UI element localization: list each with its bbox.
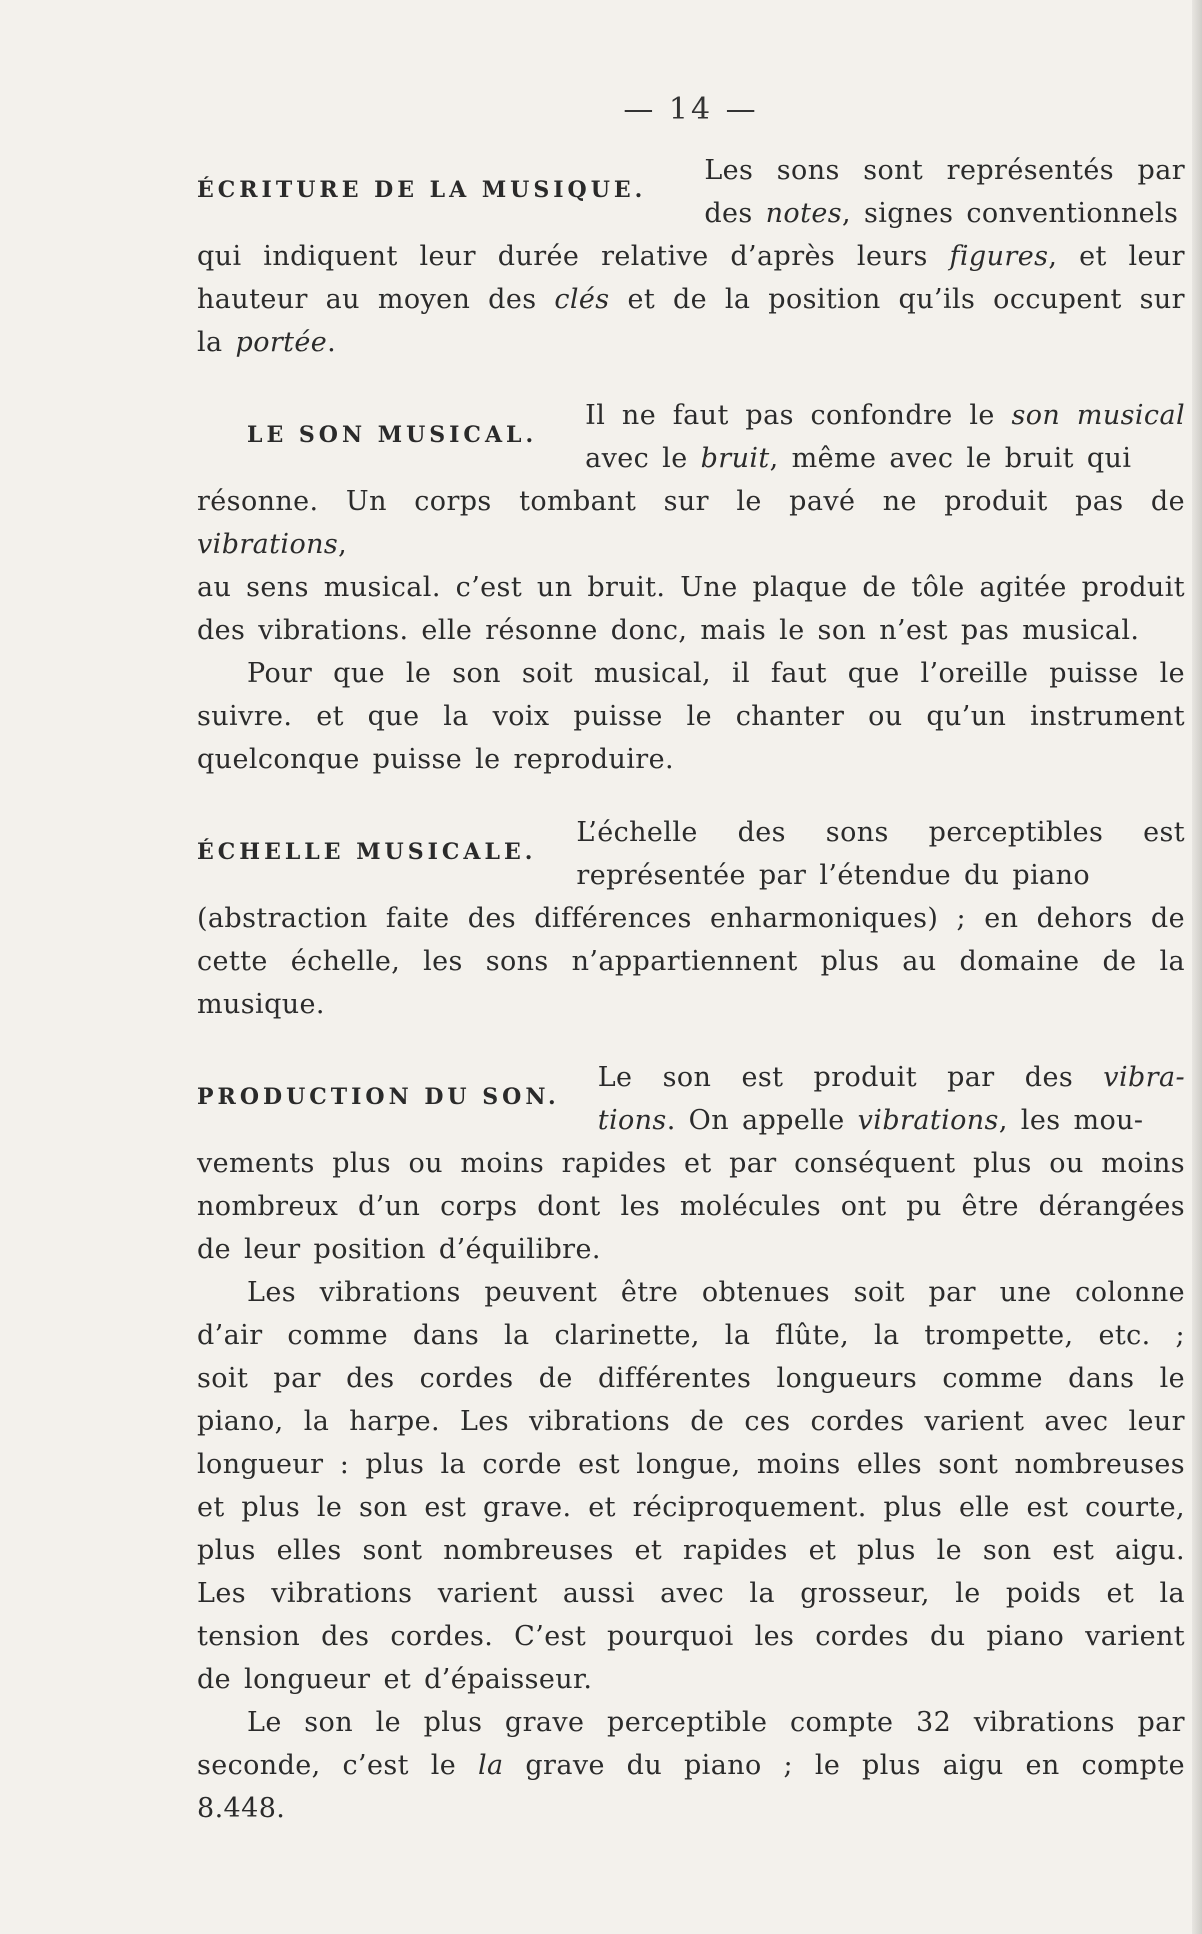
text-run: L’échelle des sons perceptibles est <box>576 817 1185 848</box>
text-run: tension des cordes. C’est pourquoi les cordes du piano varient <box>197 1621 1185 1652</box>
book-page <box>197 92 1185 1830</box>
text-run: plus elles sont nombreuses et rapides et plus le son est aigu. <box>197 1535 1185 1566</box>
section-echelle <box>197 811 1185 1026</box>
italic-term: bruit <box>700 443 770 474</box>
first-lines <box>585 394 1185 480</box>
paragraph-body <box>197 480 1185 652</box>
text-run: nombreux d’un corps dont les molécules ont pu être dérangées <box>197 1191 1185 1222</box>
text-run: seconde, c’est le <box>197 1750 478 1781</box>
italic-term: la <box>477 1750 504 1781</box>
text-line <box>197 1615 1185 1658</box>
text-run: . On appelle <box>666 1105 858 1136</box>
italic-term: portée <box>235 327 328 358</box>
text-line <box>197 983 1185 1026</box>
text-run: Pour que le son soit musical, il faut que l’oreille puisse le <box>247 658 1185 689</box>
italic-term: tions <box>597 1105 667 1136</box>
text-line <box>197 566 1185 609</box>
text-run: au sens musical. c’est un bruit. Une plaque de tôle agitée produit <box>197 572 1185 603</box>
text-line <box>704 192 1185 235</box>
section-title-ecriture: ÉCRITURE DE LA MUSIQUE. <box>197 177 647 203</box>
section-title-son-musical: LE SON MUSICAL. <box>247 422 538 448</box>
text-line <box>197 1529 1185 1572</box>
text-run: musique. <box>197 989 325 1020</box>
text-line <box>197 1228 1185 1271</box>
text-run: Il ne faut pas confondre le <box>585 400 1012 431</box>
text-line <box>197 695 1185 738</box>
text-run: qui indiquent leur durée relative d’après leurs <box>197 241 950 272</box>
text-run: , les mou- <box>998 1105 1144 1136</box>
text-line <box>197 1357 1185 1400</box>
text-line <box>197 1400 1185 1443</box>
text-run: longueur : plus la corde est longue, moins elles sont nombreuses <box>197 1449 1185 1480</box>
text-run: avec le <box>585 443 701 474</box>
text-run: de leur position d’équilibre. <box>197 1234 601 1265</box>
text-run: des <box>704 198 766 229</box>
text-run: résonne. Un corps tombant sur le pavé ne produit pas de <box>197 486 1185 517</box>
section-production <box>197 1056 1185 1830</box>
paragraph-2 <box>197 1271 1185 1701</box>
text-line <box>197 1658 1185 1701</box>
text-line <box>197 321 1185 364</box>
text-run: Le son le plus grave perceptible compte 32 vibrations par <box>247 1707 1185 1738</box>
text-run: cette échelle, les sons n’appartiennent plus au domaine de la <box>197 946 1185 977</box>
section-title-production: PRODUCTION DU SON. <box>197 1084 560 1110</box>
text-line <box>197 1271 1185 1314</box>
paragraph-body <box>197 897 1185 1026</box>
text-run: représentée par l’étendue du piano <box>576 860 1091 891</box>
text-line <box>197 1572 1185 1615</box>
text-line <box>598 1056 1185 1099</box>
text-run: des vibrations. elle résonne donc, mais le son n’est pas musical. <box>197 615 1140 646</box>
text-line <box>197 1744 1185 1787</box>
text-line <box>576 854 1185 897</box>
text-run: vements plus ou moins rapides et par conséquent plus ou moins <box>197 1148 1185 1179</box>
section-son-musical <box>197 394 1185 781</box>
section-head <box>197 394 1185 480</box>
first-lines <box>598 1056 1185 1142</box>
page-number: — 14 — <box>623 92 759 127</box>
text-run: soit par des cordes de différentes longueurs comme dans le <box>197 1363 1185 1394</box>
text-line <box>197 738 1185 781</box>
paragraph-3 <box>197 1701 1185 1830</box>
first-lines <box>576 811 1185 897</box>
text-line <box>585 394 1185 437</box>
text-run: la <box>197 327 236 358</box>
italic-term: son musical <box>1011 400 1185 431</box>
text-line <box>585 437 1185 480</box>
text-run: quelconque puisse le reproduire. <box>197 744 674 775</box>
text-line <box>704 149 1185 192</box>
paragraph-2 <box>197 652 1185 781</box>
text-run: grave du piano ; le plus aigu en compte <box>503 1750 1185 1781</box>
text-line <box>576 811 1185 854</box>
italic-term: figures <box>949 241 1049 272</box>
text-run: piano, la harpe. Les vibrations de ces cordes varient avec leur <box>197 1406 1185 1437</box>
italic-term: vibrations <box>857 1105 999 1136</box>
section-head <box>197 1056 1185 1142</box>
italic-term: vibrations <box>197 529 339 560</box>
text-run: (abstraction faite des différences enharmoniques) ; en dehors de <box>197 903 1185 934</box>
text-line <box>197 480 1185 566</box>
text-line <box>197 1486 1185 1529</box>
section-head <box>197 149 1185 235</box>
text-line <box>197 1787 1185 1830</box>
text-run: , <box>338 529 348 560</box>
text-run: , signes conventionnels <box>841 198 1179 229</box>
text-line <box>197 609 1185 652</box>
text-line <box>197 1142 1185 1185</box>
text-run: et de la position qu’ils occupent sur <box>609 284 1185 315</box>
italic-term: notes <box>765 198 842 229</box>
text-run: hauteur au moyen des <box>197 284 555 315</box>
text-line <box>197 278 1185 321</box>
italic-term: clés <box>554 284 610 315</box>
text-run: de longueur et d’épaisseur. <box>197 1664 593 1695</box>
text-line <box>197 1185 1185 1228</box>
text-run: suivre. et que la voix puisse le chanter ou qu’un instrument <box>197 701 1185 732</box>
text-run: d’air comme dans la clarinette, la flûte, la trompette, etc. ; <box>197 1320 1185 1351</box>
text-line <box>197 897 1185 940</box>
italic-term: vibra- <box>1103 1062 1185 1093</box>
text-run: et plus le son est grave. et réciproquement. plus elle est courte, <box>197 1492 1185 1523</box>
text-run: Les vibrations peuvent être obtenues soit par une colonne <box>247 1277 1185 1308</box>
text-run: , même avec le bruit qui <box>769 443 1132 474</box>
text-run: 8.448. <box>197 1793 286 1824</box>
text-line <box>197 940 1185 983</box>
text-line <box>197 1443 1185 1486</box>
section-title-echelle: ÉCHELLE MUSICALE. <box>197 839 537 865</box>
paragraph-body <box>197 1142 1185 1271</box>
text-run: Le son est produit par des <box>597 1062 1104 1093</box>
section-head <box>197 811 1185 897</box>
page-edge <box>1192 0 1202 1934</box>
text-run: Les vibrations varient aussi avec la grosseur, le poids et la <box>197 1578 1185 1609</box>
text-run: , et leur <box>1048 241 1185 272</box>
text-run: Les sons sont représentés par <box>704 155 1185 186</box>
paragraph-body <box>197 235 1185 364</box>
text-line <box>598 1099 1185 1142</box>
section-ecriture <box>197 149 1185 364</box>
first-lines <box>704 149 1185 235</box>
text-line <box>197 235 1185 278</box>
text-run: . <box>327 327 337 358</box>
text-line <box>197 652 1185 695</box>
text-line <box>197 1314 1185 1357</box>
text-line <box>197 1701 1185 1744</box>
